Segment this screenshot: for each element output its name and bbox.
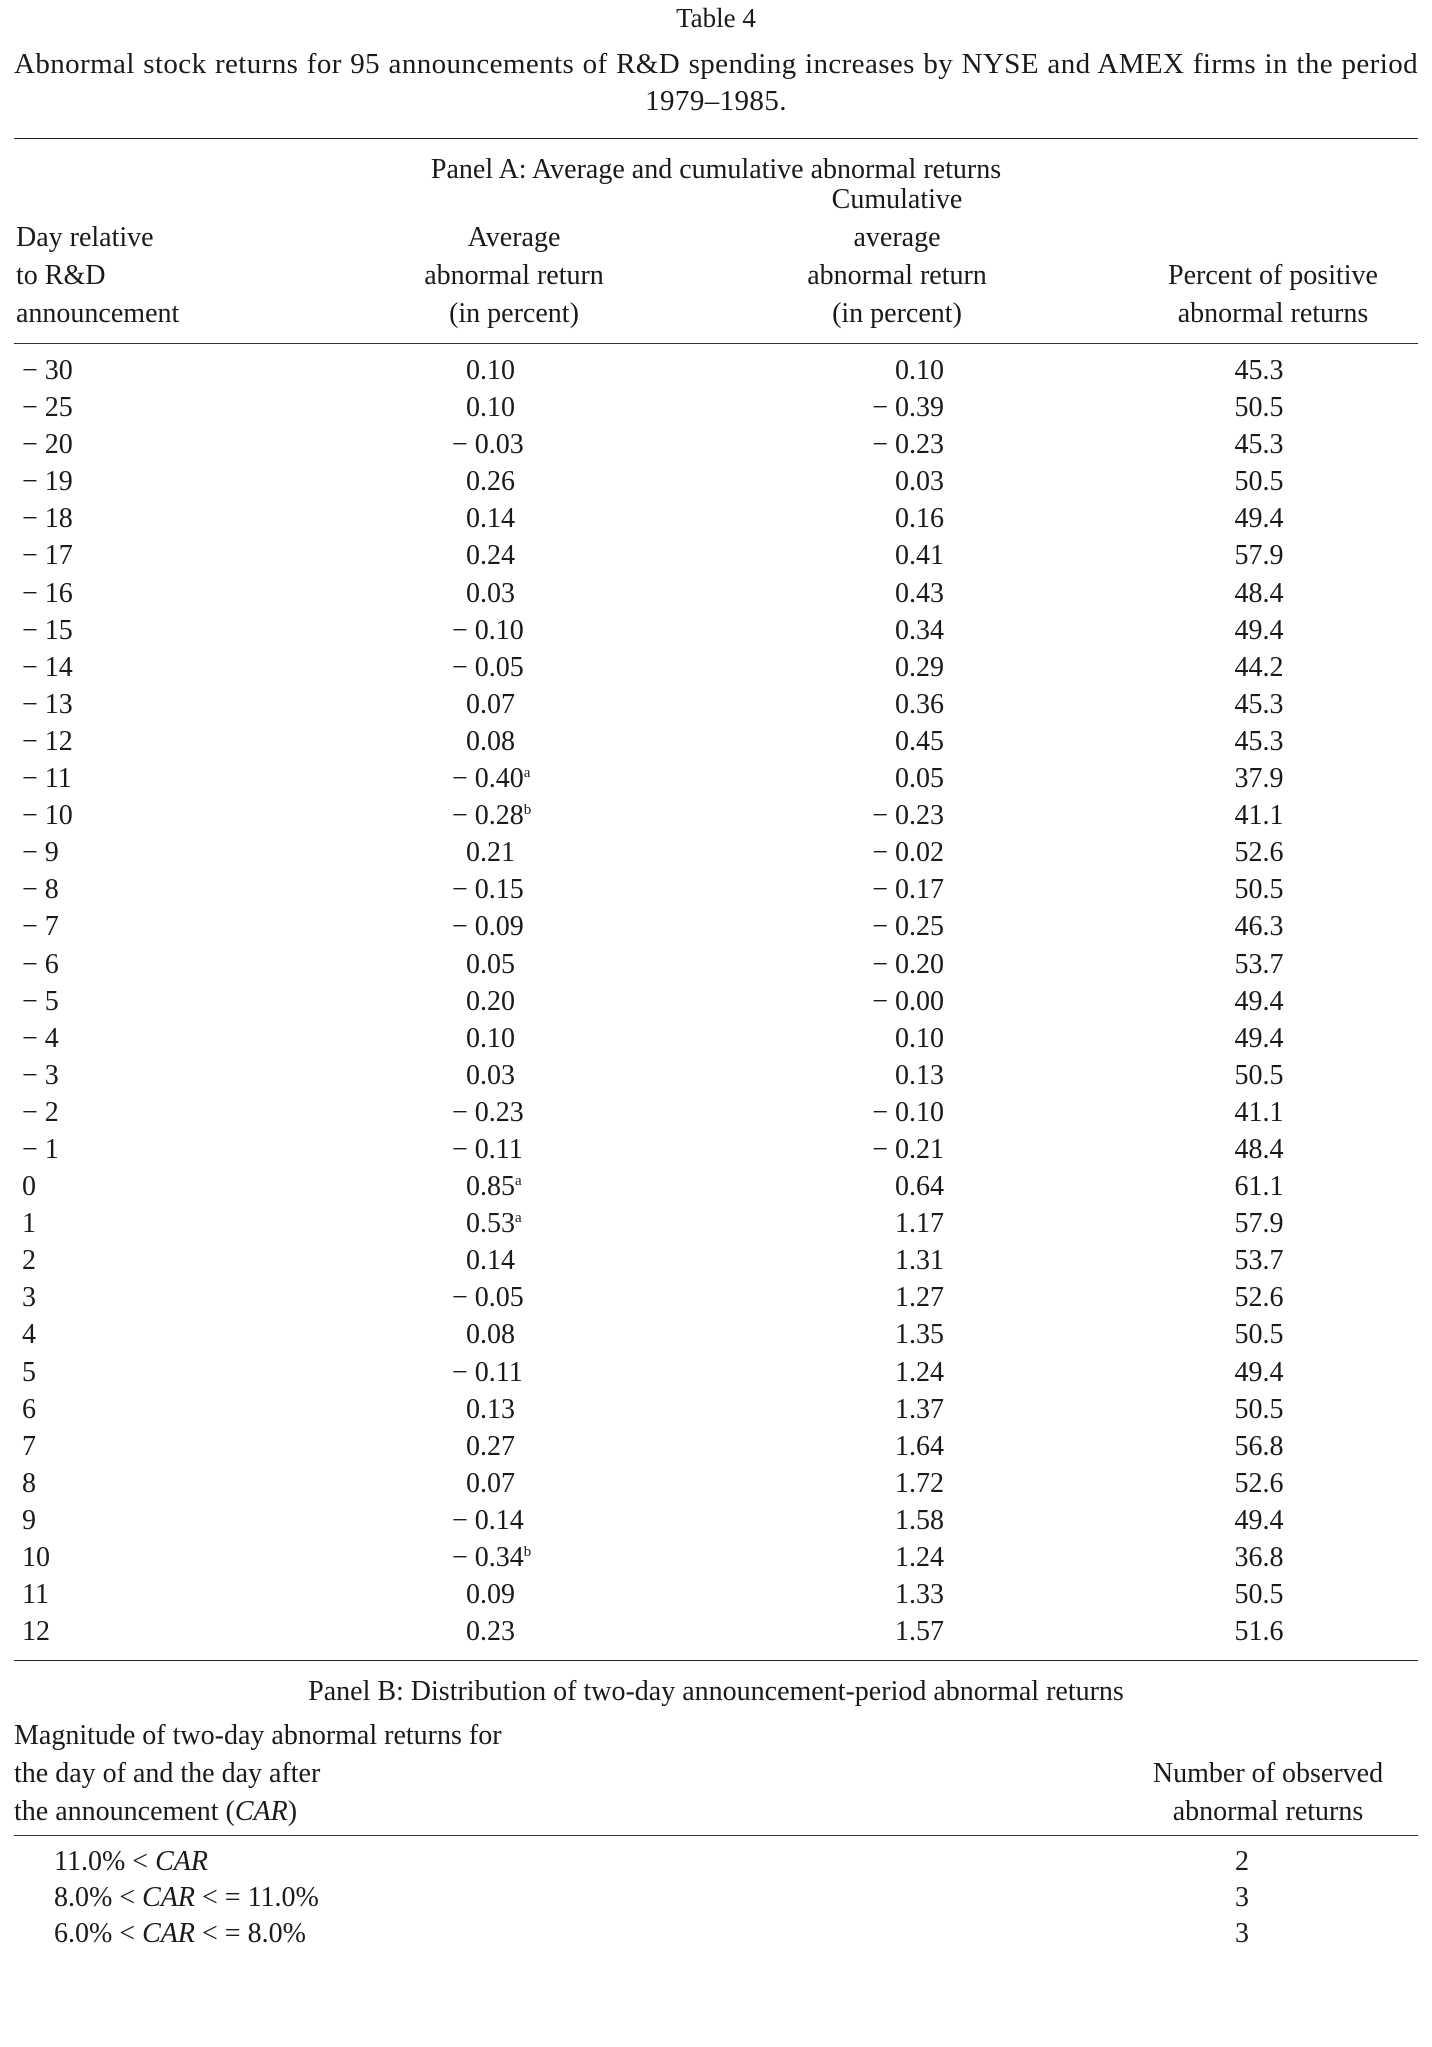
average-return-cell (394, 871, 594, 908)
table-row (14, 1242, 1418, 1279)
percent-positive-cell: 52.6 (1234, 1282, 1284, 1314)
average-return-value: − 0.15 (452, 874, 524, 906)
header-average-return: Average abnormal return (in percent) (424, 222, 604, 329)
average-return-cell (394, 760, 594, 797)
average-return-cell (394, 723, 594, 760)
cumulative-return-cell: 0.10 (895, 1022, 944, 1054)
cumulative-return-cell: 0.29 (895, 651, 944, 683)
day-cell: − 25 (22, 392, 73, 424)
car-range-label: 8.0% < CAR < = 11.0% (54, 1882, 319, 1914)
header-day: Day relative to R&D announcement (16, 222, 180, 329)
average-return-value: − 0.09 (452, 911, 524, 943)
cumulative-return-cell: 1.64 (895, 1430, 944, 1462)
average-return-value: 0.10 (466, 392, 515, 424)
table-row (14, 1576, 1418, 1613)
day-cell: 10 (22, 1542, 50, 1573)
day-cell: 3 (22, 1282, 36, 1314)
percent-positive-cell: 49.4 (1234, 1022, 1284, 1054)
table-row (14, 834, 1418, 871)
panel-b-rows (14, 1844, 1418, 1952)
average-return-value: 0.20 (466, 985, 515, 1017)
average-return-value: 0.26 (466, 466, 515, 498)
cumulative-return-cell: 0.05 (895, 763, 944, 795)
average-return-value: 0.14 (466, 1245, 515, 1277)
panel-a-rows (14, 352, 1418, 1650)
table-row (14, 1844, 1418, 1880)
average-return-value: − 0.03 (452, 429, 524, 461)
day-cell: 1 (22, 1208, 36, 1240)
cumulative-return-cell: 0.03 (895, 466, 944, 498)
average-return-value: 0.10 (466, 355, 515, 386)
significance-footnote-marker: a (515, 1173, 522, 1190)
average-return-value: 0.10 (466, 1022, 515, 1054)
table-row (14, 1613, 1418, 1650)
day-cell: − 13 (22, 688, 73, 720)
cumulative-return-cell: 0.16 (895, 503, 944, 535)
cumulative-return-cell: 1.24 (895, 1356, 944, 1388)
average-return-cell (394, 908, 594, 945)
day-cell: − 1 (22, 1133, 59, 1165)
cumulative-return-cell: 0.34 (895, 614, 944, 646)
car-range-label: 11.0% < CAR (54, 1846, 208, 1878)
day-cell: − 4 (22, 1022, 59, 1054)
average-return-value: 0.03 (466, 577, 515, 609)
percent-positive-cell: 53.7 (1234, 948, 1284, 980)
average-return-cell (394, 1391, 594, 1428)
day-cell: − 8 (22, 874, 59, 906)
car-range-label: 6.0% < CAR < = 8.0% (54, 1918, 306, 1950)
average-return-cell (394, 1020, 594, 1057)
percent-positive-cell: 53.7 (1234, 1245, 1284, 1277)
percent-positive-cell: 37.9 (1234, 763, 1284, 795)
average-return-cell (394, 1242, 594, 1279)
average-return-cell (394, 1131, 594, 1168)
average-return-cell (394, 1354, 594, 1391)
average-return-cell (394, 500, 594, 537)
table-row (14, 537, 1418, 574)
percent-positive-cell: 45.3 (1234, 355, 1284, 386)
panel-a-title: Panel A: Average and cumulative abnormal returns (430, 154, 1002, 185)
average-return-cell (394, 1094, 594, 1131)
average-return-value: − 0.05 (452, 1282, 524, 1314)
top-rule (14, 138, 1418, 139)
table-row (14, 1880, 1418, 1916)
percent-positive-cell: 61.1 (1234, 1171, 1284, 1203)
cumulative-return-cell: − 0.20 (872, 948, 944, 980)
average-return-value: 0.07 (466, 688, 515, 720)
average-return-cell (394, 1539, 594, 1576)
significance-footnote-marker: a (523, 765, 531, 782)
percent-positive-cell: 50.5 (1234, 1393, 1284, 1425)
average-return-value: − 0.28 (452, 800, 524, 832)
average-return-cell (394, 1316, 594, 1353)
header-cumulative-return: Cumulative average abnormal return (in percent) (807, 184, 987, 329)
average-return-cell (394, 834, 594, 871)
day-cell: − 14 (22, 651, 73, 683)
average-return-value: − 0.05 (452, 651, 524, 683)
table-row (14, 1020, 1418, 1057)
table-row (14, 1279, 1418, 1316)
cumulative-return-cell: − 0.21 (872, 1133, 944, 1165)
table-row (14, 1539, 1418, 1576)
table-row (14, 1354, 1418, 1391)
percent-positive-cell: 44.2 (1234, 651, 1284, 683)
cumulative-return-cell: − 0.02 (872, 837, 944, 869)
average-return-cell (394, 1428, 594, 1465)
percent-positive-cell: 49.4 (1234, 1356, 1284, 1388)
average-return-value: − 0.23 (452, 1096, 524, 1128)
table-row (14, 1057, 1418, 1094)
percent-positive-cell: 50.5 (1234, 874, 1284, 906)
header-percent-positive: Percent of positive abnormal returns (1168, 260, 1378, 329)
table-row (14, 352, 1418, 389)
average-return-value: 0.09 (466, 1579, 515, 1611)
cumulative-return-cell: 1.57 (895, 1616, 944, 1648)
cumulative-return-cell: 0.13 (895, 1059, 944, 1091)
cumulative-return-cell: − 0.23 (872, 800, 944, 832)
header-rule (14, 343, 1418, 344)
cumulative-return-cell: 1.33 (895, 1579, 944, 1611)
day-cell: − 2 (22, 1096, 59, 1128)
day-cell: 12 (22, 1616, 50, 1648)
header-magnitude-line3: the announcement (CAR) (14, 1796, 298, 1828)
day-cell: − 15 (22, 614, 73, 646)
average-return-value: 0.85 (466, 1171, 515, 1203)
average-return-cell (394, 1205, 594, 1242)
average-return-value: 0.05 (466, 948, 515, 980)
percent-positive-cell: 50.5 (1234, 1059, 1284, 1091)
table-row (14, 1205, 1418, 1242)
cumulative-return-cell: 1.35 (895, 1319, 944, 1351)
average-return-cell (394, 1613, 594, 1650)
day-cell: − 16 (22, 577, 73, 609)
percent-positive-cell: 51.6 (1234, 1616, 1284, 1648)
significance-footnote-marker: b (523, 1544, 532, 1560)
table-row (14, 389, 1418, 426)
percent-positive-cell: 56.8 (1234, 1430, 1284, 1462)
percent-positive-cell: 49.4 (1234, 985, 1284, 1017)
table-row (14, 1094, 1418, 1131)
significance-footnote-marker: a (515, 1210, 522, 1227)
table-row (14, 723, 1418, 760)
day-cell: − 3 (22, 1059, 59, 1091)
cumulative-return-cell: 0.43 (895, 577, 944, 609)
day-cell: − 11 (22, 763, 72, 795)
day-cell: − 10 (22, 800, 73, 832)
cumulative-return-cell: − 0.23 (872, 429, 944, 461)
day-cell: − 30 (22, 355, 73, 386)
table-row (14, 983, 1418, 1020)
percent-positive-cell: 49.4 (1234, 503, 1284, 535)
average-return-value: − 0.40 (452, 763, 524, 795)
average-return-value: − 0.34 (452, 1542, 524, 1573)
percent-positive-cell: 45.3 (1234, 725, 1284, 757)
percent-positive-cell: 48.4 (1234, 1133, 1284, 1165)
day-cell: 8 (22, 1467, 36, 1499)
panel-b-title: Panel B: Distribution of two-day announcement-period abnormal returns (308, 1676, 1124, 1708)
panel-b-column-headers (14, 1717, 1418, 1835)
cumulative-return-cell: 1.72 (895, 1467, 944, 1499)
average-return-cell (394, 537, 594, 574)
header-magnitude: Magnitude of two-day abnormal returns for the day of and the day after the announcement (CAR) (14, 1717, 502, 1831)
average-return-cell (394, 1168, 594, 1205)
table-row (14, 575, 1418, 612)
average-return-cell (394, 1057, 594, 1094)
table-row (14, 649, 1418, 686)
day-cell: − 6 (22, 948, 59, 980)
day-cell: − 19 (22, 466, 73, 498)
observed-count-cell: 3 (1235, 1918, 1249, 1950)
cumulative-return-cell: 1.31 (895, 1245, 944, 1277)
average-return-cell (394, 1465, 594, 1502)
cumulative-return-cell: − 0.17 (872, 874, 944, 906)
table-caption: Abnormal stock returns for 95 announcements of R&D spending increases by NYSE and AMEX firms in the period 1979–1985. (14, 48, 1418, 117)
average-return-value: 0.08 (466, 1319, 515, 1351)
table-row (14, 426, 1418, 463)
average-return-value: 0.13 (466, 1393, 515, 1425)
observed-count-cell: 2 (1235, 1846, 1249, 1878)
average-return-value: 0.24 (466, 540, 515, 572)
percent-positive-cell: 49.4 (1234, 614, 1284, 646)
percent-positive-cell: 50.5 (1234, 1319, 1284, 1351)
cumulative-return-cell: 1.27 (895, 1282, 944, 1314)
average-return-cell (394, 946, 594, 983)
table-row (14, 1916, 1418, 1952)
cumulative-return-cell: 1.17 (895, 1208, 944, 1240)
percent-positive-cell: 41.1 (1234, 1096, 1284, 1128)
panel-b-header-rule (14, 1835, 1418, 1836)
average-return-cell (394, 463, 594, 500)
percent-positive-cell: 48.4 (1234, 577, 1284, 609)
average-return-cell (394, 1502, 594, 1539)
percent-positive-cell: 50.5 (1234, 466, 1284, 498)
percent-positive-cell: 50.5 (1234, 1579, 1284, 1611)
percent-positive-cell: 41.1 (1234, 800, 1284, 832)
day-cell: − 17 (22, 540, 73, 572)
average-return-cell (394, 612, 594, 649)
cumulative-return-cell: 0.36 (895, 688, 944, 720)
table-row (14, 1391, 1418, 1428)
cumulative-return-cell: − 0.10 (872, 1096, 944, 1128)
average-return-value: − 0.11 (452, 1356, 523, 1388)
average-return-cell (394, 686, 594, 723)
day-cell: 9 (22, 1504, 36, 1536)
day-cell: 5 (22, 1356, 36, 1388)
percent-positive-cell: 45.3 (1234, 429, 1284, 461)
cumulative-return-cell: 1.24 (895, 1542, 944, 1573)
percent-positive-cell: 49.4 (1234, 1504, 1284, 1536)
average-return-value: 0.23 (466, 1616, 515, 1648)
day-cell: − 9 (22, 837, 59, 869)
day-cell: − 12 (22, 725, 73, 757)
average-return-cell (394, 797, 594, 834)
table-row (14, 797, 1418, 834)
table-row (14, 760, 1418, 797)
day-cell: 0 (22, 1171, 36, 1203)
percent-positive-cell: 57.9 (1234, 1208, 1284, 1240)
table-row (14, 1428, 1418, 1465)
cumulative-return-cell: 0.10 (895, 355, 944, 386)
table-page (14, 0, 1418, 1952)
day-cell: − 7 (22, 911, 59, 943)
table-row (14, 612, 1418, 649)
table-row (14, 871, 1418, 908)
percent-positive-cell: 57.9 (1234, 540, 1284, 572)
day-cell: 7 (22, 1430, 36, 1462)
table-row (14, 1131, 1418, 1168)
significance-footnote-marker: b (523, 802, 532, 819)
percent-positive-cell: 50.5 (1234, 392, 1284, 424)
percent-positive-cell: 46.3 (1234, 911, 1284, 943)
table-row (14, 1465, 1418, 1502)
average-return-value: 0.07 (466, 1467, 515, 1499)
average-return-value: 0.03 (466, 1059, 515, 1091)
day-cell: 2 (22, 1245, 36, 1277)
cumulative-return-cell: − 0.25 (872, 911, 944, 943)
day-cell: − 20 (22, 429, 73, 461)
observed-count-cell: 3 (1235, 1882, 1249, 1914)
day-cell: 11 (22, 1579, 49, 1611)
table-row (14, 1316, 1418, 1353)
cumulative-return-cell: 0.45 (895, 725, 944, 757)
percent-positive-cell: 52.6 (1234, 1467, 1284, 1499)
table-row (14, 1168, 1418, 1205)
day-cell: 4 (22, 1319, 36, 1351)
average-return-value: 0.08 (466, 725, 515, 757)
average-return-value: 0.27 (466, 1430, 515, 1462)
average-return-value: − 0.11 (452, 1133, 523, 1165)
table-number: Table 4 (676, 3, 756, 33)
average-return-cell (394, 575, 594, 612)
cumulative-return-cell: 0.41 (895, 540, 944, 572)
table-row (14, 1502, 1418, 1539)
average-return-cell (394, 1279, 594, 1316)
table-row (14, 946, 1418, 983)
table-row (14, 463, 1418, 500)
percent-positive-cell: 36.8 (1234, 1542, 1284, 1573)
cumulative-return-cell: − 0.00 (872, 985, 944, 1017)
average-return-cell (394, 352, 594, 389)
average-return-value: 0.21 (466, 837, 515, 869)
cumulative-return-cell: 1.37 (895, 1393, 944, 1425)
average-return-cell (394, 426, 594, 463)
cumulative-return-cell: − 0.39 (872, 392, 944, 424)
table-row (14, 500, 1418, 537)
average-return-value: 0.53 (466, 1208, 515, 1240)
average-return-cell (394, 1576, 594, 1613)
average-return-value: − 0.14 (452, 1504, 524, 1536)
average-return-cell (394, 389, 594, 426)
day-cell: − 5 (22, 985, 59, 1017)
panel-a-column-headers (14, 184, 1418, 343)
panel-divider-rule (14, 1660, 1418, 1661)
percent-positive-cell: 45.3 (1234, 688, 1284, 720)
average-return-value: 0.14 (466, 503, 515, 535)
cumulative-return-cell: 0.64 (895, 1171, 944, 1203)
average-return-value: − 0.10 (452, 614, 524, 646)
day-cell: 6 (22, 1393, 36, 1425)
average-return-cell (394, 983, 594, 1020)
day-cell: − 18 (22, 503, 73, 535)
average-return-cell (394, 649, 594, 686)
header-count: Number of observed abnormal returns (1152, 1758, 1384, 1828)
percent-positive-cell: 52.6 (1234, 837, 1284, 869)
table-row (14, 908, 1418, 945)
cumulative-return-cell: 1.58 (895, 1504, 944, 1536)
table-row (14, 686, 1418, 723)
